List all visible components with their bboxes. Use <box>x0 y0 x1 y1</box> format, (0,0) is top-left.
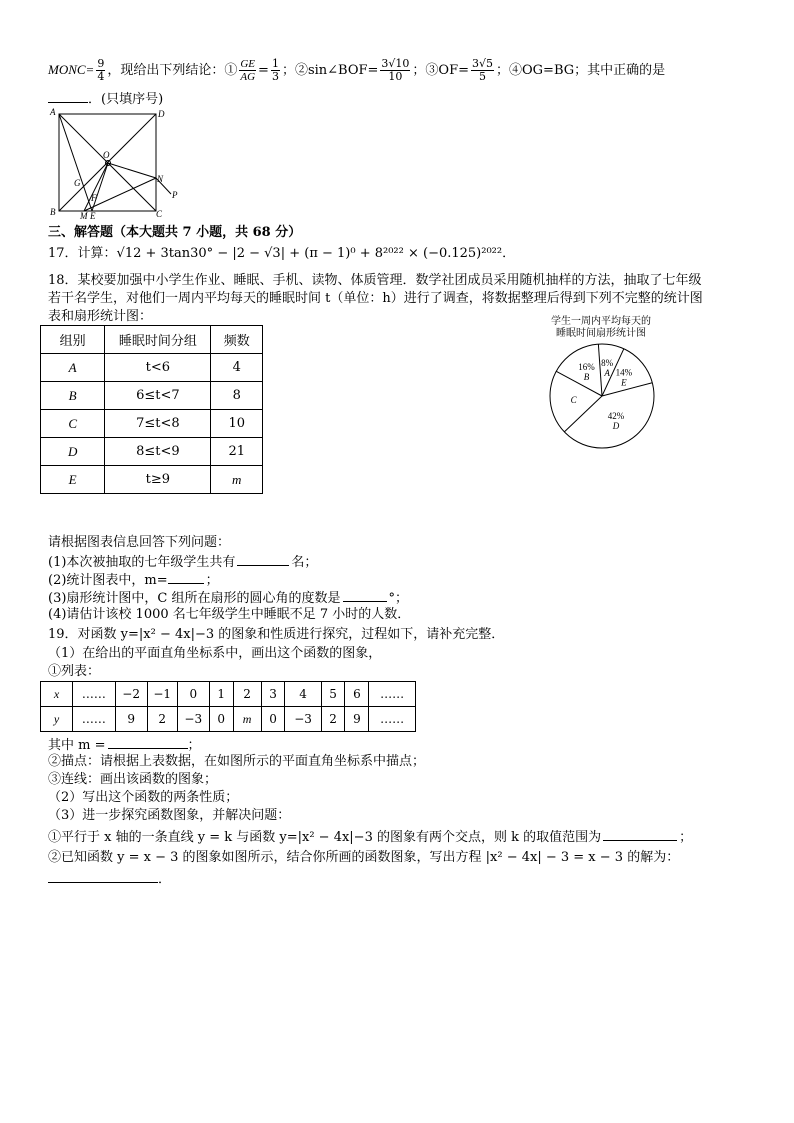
q16-c3-pre: ；③OF= <box>412 63 469 78</box>
cell-range: t<6 <box>105 354 211 382</box>
cell-group: D <box>41 438 105 466</box>
sub1-blank[interactable] <box>237 553 289 566</box>
q18-line2: 若干名学生，对他们一周内平均每天的睡眠时间 t（单位：h）进行了调查，将数据整理后得到下列不完整的统计图 <box>48 291 703 306</box>
label-d: D <box>158 109 165 119</box>
cell-group: E <box>41 466 105 494</box>
cell: −3 <box>285 707 321 732</box>
th-freq: 频数 <box>211 326 263 354</box>
table-row <box>41 382 263 410</box>
table-row <box>41 466 263 494</box>
q18-line1: 18．某校要加强中小学生作业、睡眠、手机、读物、体质管理．数学社团成员采用随机抽样的方法，抽取了七年级 <box>48 273 702 288</box>
q16-c2-val: $\frac{3√10}{10}$ <box>381 57 410 83</box>
q17-text: 17．计算：√12 + 3tan30° − |2 − √3| + (π − 1)⁰ + 8²⁰²² × (−0.125)²⁰²²． <box>48 246 516 261</box>
cell: x <box>41 682 73 707</box>
q19-step1: ①列表： <box>48 664 101 679</box>
q16-tail: ．(只填序号) <box>88 92 164 107</box>
q19-step3: ③连线：画出该函数的图象； <box>48 772 218 787</box>
q19-part1: （1）在给出的平面直角坐标系中，画出这个函数的图象， <box>48 646 382 661</box>
cell-range: 8≤t<9 <box>105 438 211 466</box>
pie-label-d: D <box>612 420 620 431</box>
solution-blank[interactable] <box>48 870 158 883</box>
pie-pct-b: 16% <box>578 361 595 372</box>
cell: 2 <box>147 707 177 732</box>
q18-sub1: (1)本次被抽取的七年级学生共有 名； <box>48 555 318 570</box>
q18-pie-chart <box>546 340 658 452</box>
pie-title-1: 学生一周内平均每天的 <box>551 316 651 327</box>
th-range: 睡眠时间分组 <box>105 326 211 354</box>
cell: y <box>41 707 73 732</box>
label-a: A <box>50 107 56 117</box>
table-row-x <box>41 682 416 707</box>
cell: −2 <box>115 682 147 707</box>
q16-c3-val: $\frac{3√5}{5}$ <box>472 57 494 83</box>
k-range-blank[interactable] <box>603 828 677 841</box>
pie-label-b: B <box>583 371 590 382</box>
label-m: M <box>80 211 88 221</box>
cell-freq: 4 <box>211 354 263 382</box>
th-group: 组别 <box>41 326 105 354</box>
line-mo <box>84 163 108 211</box>
cell-range: 6≤t<7 <box>105 382 211 410</box>
cell: 2 <box>233 682 261 707</box>
pie-title-2: 睡眠时间扇形统计图 <box>556 328 646 339</box>
label-g: G <box>74 178 81 188</box>
q19-part3: （3）进一步探究函数图象，并解决问题： <box>48 808 291 823</box>
q16-c4: ；④OG=BG；其中正确的是 <box>496 63 666 78</box>
q19-q3-1: ①平行于 x 轴的一条直线 y = k 与函数 y=|x² − 4x|−3 的图象有两个交点，则 k 的取值范围为 ； <box>48 830 693 845</box>
cell: …… <box>73 682 115 707</box>
cell: 1 <box>209 682 233 707</box>
cell-group: A <box>41 354 105 382</box>
table-row <box>41 410 263 438</box>
label-p: P <box>172 190 178 200</box>
cell: 9 <box>115 707 147 732</box>
q19-value-table <box>40 681 416 732</box>
pie-pct-a: 8% <box>601 357 614 368</box>
pie-label-e: E <box>621 377 627 388</box>
label-o: O <box>103 150 110 160</box>
cell-group: C <box>41 410 105 438</box>
q16-line1: MONC= $\frac{9}{4}$ ，现给出下列结论：① $\frac{GE}{AG}$ = $\frac{1}{3}$ ；②sin∠BOF= $\frac{3√10}{10}$ ；③OF= $\frac{3√5}{5}$ ；④OG=BG；其中正确的是 <box>48 57 666 83</box>
pie-pct-e: 14% <box>615 367 633 378</box>
sub3-blank[interactable] <box>343 589 387 602</box>
cell: 0 <box>177 682 209 707</box>
q19-line1: 19．对函数 y=|x² − 4x|−3 的图象和性质进行探究，过程如下，请补充完整． <box>48 627 505 642</box>
label-b: B <box>50 207 56 217</box>
q19-m-line: 其中 m = ； <box>48 738 201 753</box>
cell: 2 <box>321 707 345 732</box>
sub2-blank[interactable] <box>168 571 204 584</box>
cell: −3 <box>177 707 209 732</box>
q18-prompt: 请根据图表信息回答下列问题： <box>48 535 231 550</box>
cell: 0 <box>209 707 233 732</box>
cell: 4 <box>285 682 321 707</box>
q19-step2: ②描点：请根据上表数据，在如图所示的平面直角坐标系中描点； <box>48 754 426 769</box>
cell: 3 <box>261 682 285 707</box>
q16-c1-frac: $\frac{GE}{AG}$ <box>240 58 256 83</box>
q16-frac: $\frac{9}{4}$ <box>97 57 105 83</box>
q18-sub2: (2)统计图表中，m= ； <box>48 573 219 588</box>
q19-q3-2-answer: ． <box>48 870 171 888</box>
cell: …… <box>369 707 416 732</box>
pie-pct-d: 42% <box>607 410 625 421</box>
table-row <box>41 354 263 382</box>
pie-label-a: A <box>604 367 610 378</box>
cell: 9 <box>345 707 369 732</box>
label-f: F <box>91 193 97 203</box>
cell-freq: 8 <box>211 382 263 410</box>
label-e: E <box>90 211 96 221</box>
table-row-y <box>41 707 416 732</box>
cell: 6 <box>345 682 369 707</box>
q16-c1-val: $\frac{1}{3}$ <box>271 57 279 83</box>
cell: m <box>233 707 261 732</box>
q16-mid: ，现给出下列结论：① <box>107 63 238 78</box>
q19-q3-2: ②已知函数 y = x − 3 的图象如图所示，结合你所画的函数图象，写出方程 |x² − 4x| − 3 = x − 3 的解为： <box>48 850 680 865</box>
cell: …… <box>369 682 416 707</box>
line-ae <box>59 114 92 211</box>
label-n: N <box>157 174 164 184</box>
cell-freq: m <box>211 466 263 494</box>
label-c: C <box>156 209 163 219</box>
cell-range: t≥9 <box>105 466 211 494</box>
table-header-row <box>41 326 263 354</box>
q19-part2: （2）写出这个函数的两条性质； <box>48 790 239 805</box>
q18-frequency-table <box>40 325 263 494</box>
cell: …… <box>73 707 115 732</box>
cell: 0 <box>261 707 285 732</box>
q16-answer-blank[interactable] <box>48 90 88 103</box>
cell: −1 <box>147 682 177 707</box>
q16-pre: MONC= <box>48 62 95 77</box>
q18-line3: 表和扇形统计图： <box>48 309 153 324</box>
q18-sub4: (4)请估计该校 1000 名七年级学生中睡眠不足 7 小时的人数． <box>48 607 411 622</box>
cell-range: 7≤t<8 <box>105 410 211 438</box>
q16-square-figure <box>46 106 186 222</box>
cell-group: B <box>41 382 105 410</box>
cell: 5 <box>321 682 345 707</box>
cell-freq: 21 <box>211 438 263 466</box>
table-row <box>41 438 263 466</box>
q16-c2-pre: ；②sin∠BOF= <box>281 63 379 78</box>
pie-label-c: C <box>570 394 577 405</box>
section3-title: 三、解答题（本大题共 7 小题，共 68 分） <box>48 225 302 240</box>
q18-sub3: (3)扇形统计图中，C 组所在扇形的圆心角的度数是 °； <box>48 591 409 606</box>
cell-freq: 10 <box>211 410 263 438</box>
m-blank[interactable] <box>108 736 188 749</box>
